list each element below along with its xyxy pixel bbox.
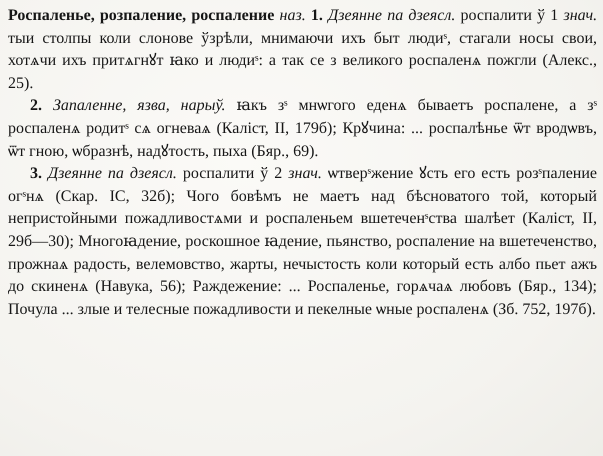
sense-gloss: Дзеянне па дзеясл. bbox=[48, 165, 177, 183]
sense-gloss: Дзеянне па дзеясл. bbox=[328, 7, 456, 24]
sense-reference: ў 2 bbox=[260, 165, 283, 183]
sense-verb: роспалити bbox=[460, 7, 532, 24]
part-of-speech: наз. bbox=[279, 7, 306, 24]
sense-number: 1. bbox=[310, 7, 323, 24]
headword: Роспаленье, розпаление, роспаление bbox=[8, 7, 275, 24]
sense-citations: ꙗкъ зˢ мнѡгого еденѧ бываетъ роспалене, а зˢ роспаленѧ родитˢ сѧ огневаѧ (Каліст, II, 179б); Крꙋчина: ... роспалѣнье ѿт вродѡвъ, ѿт гною, ѡбразнѣ, надꙋтость, пыха (Бяр., 69). bbox=[8, 97, 598, 160]
sense-reference-abbr: знач. bbox=[288, 165, 322, 183]
sense-citations: тыи столпы коли слонове ўзрѣли, мнимаючи ихъ быт людиˢ, стагали носы свои, хотѧчи ихъ притѧгнꙋт ꙗко и людиˢ: а так се з великого роспаленѧ пожгли (Алекс., 25). bbox=[8, 29, 597, 92]
sense-reference-abbr: знач. bbox=[563, 7, 598, 24]
sense-1 bbox=[8, 5, 597, 95]
sense-2 bbox=[8, 95, 597, 163]
sense-number: 3. bbox=[30, 165, 42, 183]
sense-verb: роспалити bbox=[182, 165, 255, 183]
sense-citations: ѡтверˢжение ꙋсть его есть розˢпаление огˢнѧ (Скар. ІС, 32б); Чого бовѣмъ не маетъ над бѣсноватого той, который непристойными пожадливостѧми и роспаленьем вшетеченˢства шалѣет (Каліст, II, 29б—30); Многоꙗдение, роскошное ꙗдение, пьянство, роспаление на вшетеченство, прожнаѧ радость, велемовство, жарты, нечыстость коли который есть албо пьет ажъ до скиненѧ (Навука, 56); Раждежение: ... Роспаленье, горѧчаѧ любовъ (Бяр., 134); Почула ... злые и телесные пожадливости и пекелные ѡные роспаленѧ (Зб. 752, 197б). bbox=[8, 165, 598, 318]
sense-reference: ў 1 bbox=[537, 7, 559, 24]
sense-gloss: Запаленне, язва, нарыў. bbox=[52, 97, 226, 115]
sense-3 bbox=[8, 163, 597, 321]
sense-number: 2. bbox=[30, 97, 42, 115]
